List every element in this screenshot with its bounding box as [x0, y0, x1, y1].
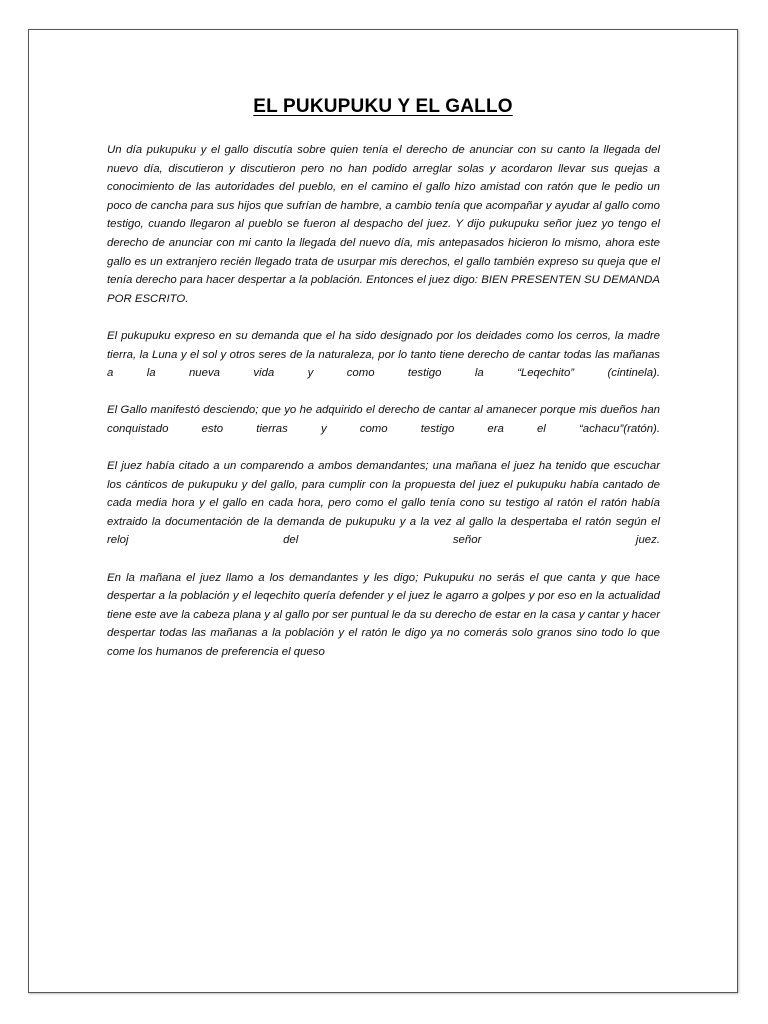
paragraph-2: El pukupuku expreso en su demanda que el ha sido designado por los deidades como los cerros, la madre tierra, la Luna y el sol y otros seres de la naturaleza, por lo tanto tiene derecho de cantar todas las mañanas a la nueva vida y como testigo la “Leqechito” (cintinela).	[107, 329, 660, 380]
paragraph-5: En la mañana el juez llamo a los demandantes y les digo; Pukupuku no serás el que canta y que hace despertar a la población y el leqechito quería defender y el juez le agarro a golpes y por eso en la actualidad tiene este ave la cabeza plana y al gallo por ser puntual le da su derecho de estar en la casa y cantar y hacer despertar todas las mañanas a la población y el ratón le digo ya no comerás solo granos sino todo lo que come los humanos de preferencia el queso	[107, 571, 660, 659]
paragraph-1: Un día pukupuku y el gallo discutía sobre quien tenía el derecho de anunciar con su canto la llegada del nuevo día, discutieron y discutieron pero no han podido arreglar solas y acordaron llevar sus quejas a conocimiento de las autoridades del pueblo, en el camino el gallo hizo amistad con ratón que le pedio un poco de cancha para sus hijos que sufrían de hambre, a cambio tenía que acompañar y ayudar al gallo como testigo, cuando llegaron al pueblo se fueron al despacho del juez. Y dijo pukupuku señor juez yo tengo el derecho de anunciar con mi canto la llegada del nuevo día, mis antepasados hicieron lo mismo, ahora este gallo es un extranjero recién llegado trata de usurpar mis derechos, el gallo también expreso su queja que el tenía derecho para hacer despertar a la población. Entonces el juez digo: BIEN PRESENTEN SU DEMANDA POR ESCRITO.	[107, 144, 660, 305]
document-body	[107, 141, 660, 680]
document-title: EL PUKUPUKU Y EL GALLO	[253, 96, 513, 117]
paragraph-4: El juez había citado a un comparendo a ambos demandantes; una mañana el juez ha tenido que escuchar los cánticos de pukupuku y del gallo, para cumplir con la propuesta del juez el pukupuku había cantado de cada media hora y el gallo en cada hora, pero como el gallo tenía cono su testigo al ratón el ratón había extraido la documentación de la demanda de pukupuku y a la vez al gallo la despertaba el ratón según el reloj del señor juez.	[107, 460, 660, 547]
paragraph-3: El Gallo manifestó desciendo; que yo he adquirido el derecho de cantar al amanecer porque mis dueños han conquistado esto tierras y como testigo era el “achacu”(ratón).	[107, 404, 660, 435]
document-page	[28, 29, 738, 993]
